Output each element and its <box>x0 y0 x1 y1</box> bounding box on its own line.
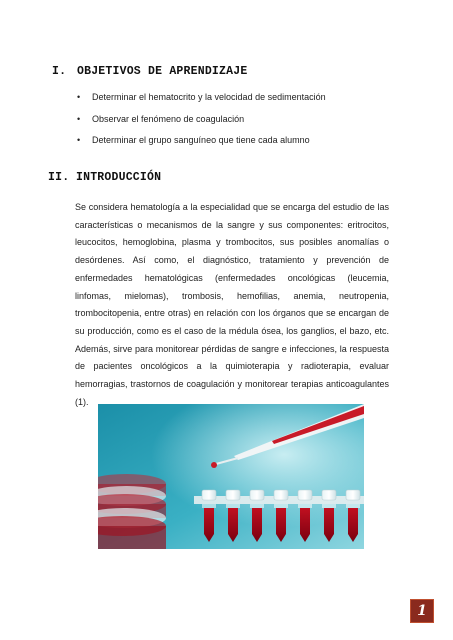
bullet-icon: • <box>77 92 81 102</box>
list-item-text: Determinar el hematocrito y la velocidad de sedimentación <box>92 92 326 102</box>
page-number-badge <box>410 599 434 623</box>
bullet-icon: • <box>77 135 81 145</box>
section-heading-objectives <box>52 65 248 78</box>
section-title: OBJETIVOS DE APRENDIZAJE <box>77 65 248 78</box>
page-number: 1 <box>417 603 427 619</box>
paragraph-line: Se considera hematología a la especialidad que se encarga del estudio de las <box>75 202 389 212</box>
objectives-list <box>77 91 326 156</box>
paragraph-line: trombocitopenia, entre otras) en relación con los órganos que se encargan de <box>75 308 389 319</box>
paragraph-line: de pacientes oncológicos a la quimioterapia y radioterapia, evaluar <box>75 361 389 372</box>
section-number: I. <box>52 65 67 78</box>
paragraph-line: leucocitos, hemoglobina, plasma y trombocitos, sus posibles anomalías o <box>75 237 389 248</box>
paragraph-line: desórdenes. Así como, el diagnóstico, tratamiento y prevención de <box>75 255 389 266</box>
section-number: II. <box>48 171 70 184</box>
introduction-paragraph <box>75 199 389 411</box>
paragraph-line: enfermedades hematológicas (enfermedades oncológicas (leucemia, <box>75 272 389 283</box>
section-heading-introduction <box>48 171 162 184</box>
list-item <box>77 91 326 113</box>
paragraph-line: hemorragias, trastornos de coagulación y monitorear terapias anticoagulantes <box>75 379 389 390</box>
paragraph-line: su producción, como es el caso de la médula ósea, los ganglios, el bazo, etc. <box>75 325 389 336</box>
section-title: INTRODUCCIÓN <box>76 171 162 184</box>
paragraph-line: Además, sirve para monitorear pérdidas de sangre e infecciones, la respuesta <box>75 343 389 354</box>
paragraph-line: linfomas, mielomas), trombosis, hemofilias, anemia, neutropenia, <box>75 290 389 301</box>
paragraph-line: (1). <box>75 396 89 407</box>
bullet-icon: • <box>77 113 81 124</box>
petri-dish-stack <box>98 474 166 549</box>
blood-samples-photo <box>98 404 364 549</box>
list-item-text: Observar el fenómeno de coagulación <box>92 113 245 124</box>
list-item-text: Determinar el grupo sanguíneo que tiene cada alumno <box>92 135 310 145</box>
list-item <box>77 113 326 135</box>
paragraph-line: características o mecanismos de la sangre y sus componentes: eritrocitos, <box>75 219 389 230</box>
list-item <box>77 134 326 156</box>
